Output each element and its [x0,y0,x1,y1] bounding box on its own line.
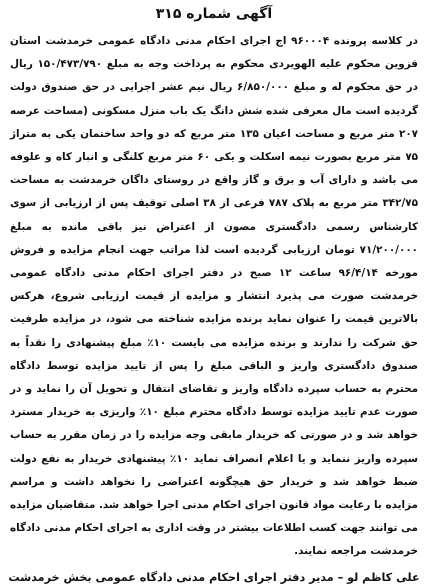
notice-signature: علی کاظم لو – مدیر دفتر اجرای احکام مدنی دادگاه عمومی بخش خرمدشت [8,570,420,584]
legal-notice [8,4,420,584]
notice-title: آگهی شماره ۳۱۵ [155,6,273,22]
notice-body: در کلاسه پرونده ۹۶۰۰۰۴ اج اجرای احکام مدنی دادگاه عمومی خرمدشت استان قزوین محکوم علیه الهویردی محکوم به پرداخت وجه به مبلغ ۱۵۰/۴۷۳/۷۹۰ ریال در حق محکوم له و مبلغ ۶/۸۵۰/۰۰۰ ریال نیم عشر اجرایی در حق صندوق دولت گردیده است مال معرفی شده شش دانگ یک باب منزل مسکونی (مساحت عرصه ۲۰۷ متر مربع و مساحت اعیان ۱۳۵ متر مربع که دو واحد ساختمان یکی به متراژ ۷۵ متر مربع بصورت نیمه اسکلت و یکی ۶۰ متر مربع کلنگی و انبار کاه و علوفه می باشد و دارای آب و برق و گاز واقع در روستای داگان خرمدشت به مساحت ۳۴۲/۷۵ متر مربع به پلاک ۷۸۷ فرعی از ۳۸ اصلی توقیف پس از ارزیابی از سوی کارشناس رسمی دادگستری مصون از اعتراض نیز باقی مانده به مبلغ ۷۱/۲۰۰/۰۰۰ تومان ارزیابی گردیده است لذا مراتب جهت انجام مزایده و فروش مورخه ۹۶/۴/۱۴ ساعت ۱۲ صبح در دفتر اجرای احکام مدنی دادگاه عمومی خرمدشت صورت می پذیرد انتشار و مزایده از قیمت ارزیابی شروع، هرکس بالاترین قیمت را عنوان نماید برنده مزایده شناخته می شود، در مزایده طرفیت حق شرکت را ندارند و برنده مزایده می بایست ۱۰٪ مبلغ پیشنهادی را نقداً به صندوق دادگستری واریز و الباقی مبلغ را پس از تایید مزایده توسط دادگاه محترم به حساب سپرده دادگاه واریز و تقاضای انتقال و تحویل آن را نماید و در صورت عدم تایید مزایده توسط دادگاه محترم مبلغ ۱۰٪ واریزی به خریدار مسترد خواهد شد و در صورتی که خریدار مابقی وجه مزایده را در زمان مقرر به حساب سپرده واریز ننماید و یا اعلام انصراف نماید ۱۰٪ پیشنهادی خریدار به نفع دولت ضبط خواهد شد و خریدار حق هیچگونه اعتراضی را نخواهد داشت و مراسم مزایده با رعایت مواد قانون اجرای احکام مدنی اجرا خواهد شد. متقاضیان مزایده می توانند جهت کسب اطلاعات بیشتر در وقت اداری به اجرای احکام مدنی دادگاه خرمدشت مراجعه نمایند. [10,35,419,558]
